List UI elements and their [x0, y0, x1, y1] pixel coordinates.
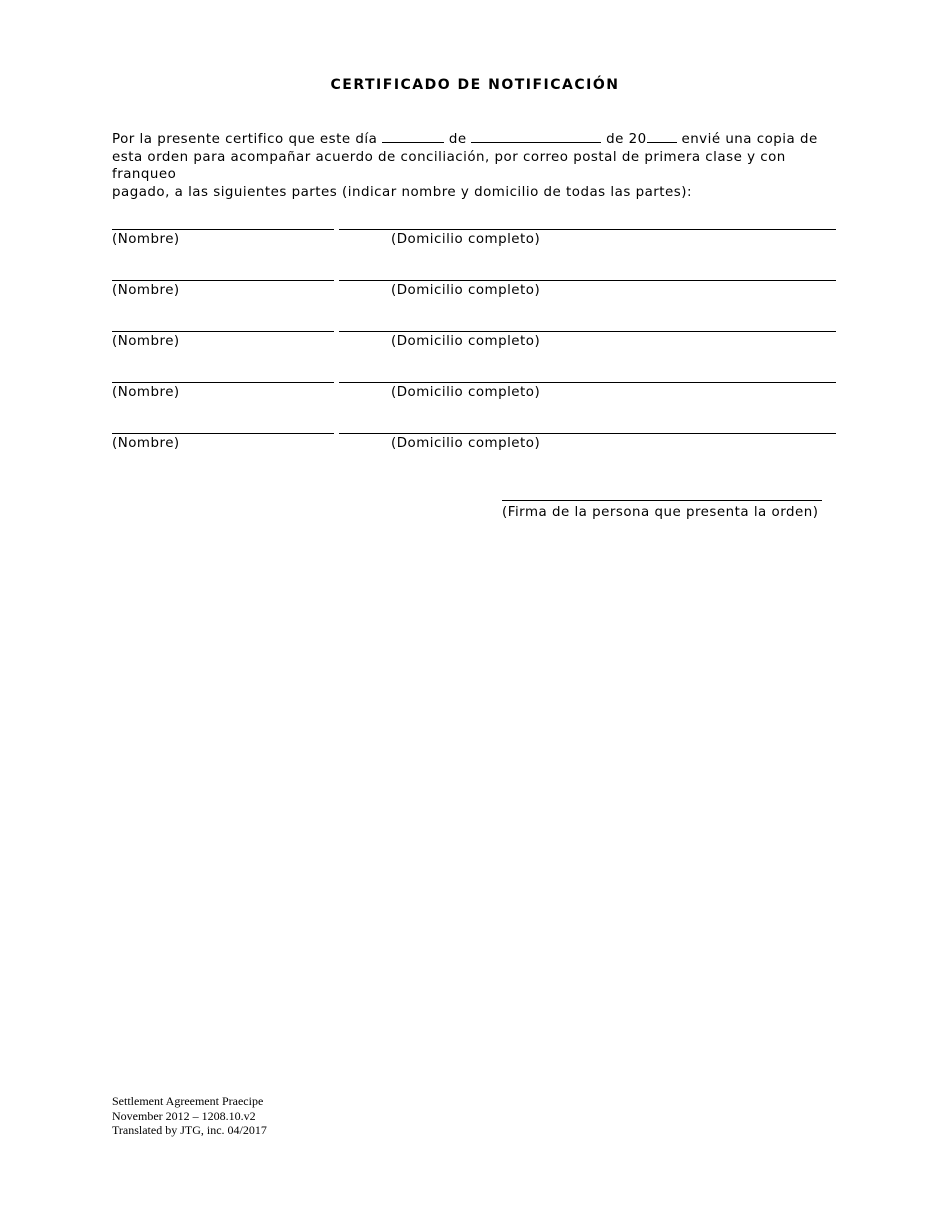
name-line[interactable]	[112, 229, 334, 230]
address-line[interactable]	[339, 331, 836, 332]
address-line[interactable]	[339, 280, 836, 281]
party-entry	[112, 280, 836, 312]
page-title: CERTIFICADO DE NOTIFICACIÓN	[330, 77, 620, 93]
name-label: (Nombre)	[112, 334, 180, 349]
name-line[interactable]	[112, 331, 334, 332]
address-line[interactable]	[339, 229, 836, 230]
month-blank[interactable]	[471, 130, 601, 143]
footer-form-version: November 2012 – 1208.10.v2	[112, 1108, 256, 1123]
name-label: (Nombre)	[112, 232, 180, 247]
address-label: (Domicilio completo)	[391, 334, 541, 349]
footer	[112, 1094, 267, 1138]
name-line[interactable]	[112, 433, 334, 434]
party-entry	[112, 433, 836, 465]
signature-label: (Firma de la persona que presenta la orden)	[502, 505, 819, 520]
certification-statement	[112, 130, 842, 201]
footer-form-name: Settlement Agreement Praecipe	[112, 1094, 264, 1108]
signature-line[interactable]	[502, 500, 822, 501]
statement-text-3: de 20	[606, 132, 647, 147]
day-blank[interactable]	[382, 130, 444, 143]
statement-text-1: Por la presente certifico que este día	[112, 132, 378, 147]
address-line[interactable]	[339, 433, 836, 434]
party-entry	[112, 382, 836, 414]
name-line[interactable]	[112, 382, 334, 383]
name-label: (Nombre)	[112, 385, 180, 400]
statement-text-2: de	[448, 132, 467, 147]
address-label: (Domicilio completo)	[391, 436, 541, 451]
address-line[interactable]	[339, 382, 836, 383]
name-label: (Nombre)	[112, 283, 180, 298]
year-blank[interactable]	[647, 130, 677, 143]
address-label: (Domicilio completo)	[391, 283, 541, 298]
party-entry	[112, 229, 836, 261]
address-label: (Domicilio completo)	[391, 385, 541, 400]
statement-line-3: pagado, a las siguientes partes (indicar nombre y domicilio de todas las partes):	[112, 184, 692, 200]
name-line[interactable]	[112, 280, 334, 281]
name-label: (Nombre)	[112, 436, 180, 451]
address-label: (Domicilio completo)	[391, 232, 541, 247]
footer-translation-credit: Translated by JTG, inc. 04/2017	[112, 1123, 267, 1137]
party-entry	[112, 331, 836, 363]
signature-block	[502, 500, 832, 520]
statement-line-2: esta orden para acompañar acuerdo de conciliación, por correo postal de primera clase y con franqueo	[112, 149, 786, 182]
statement-line-1	[112, 130, 842, 149]
statement-text-4: envié una copia de	[681, 132, 818, 147]
